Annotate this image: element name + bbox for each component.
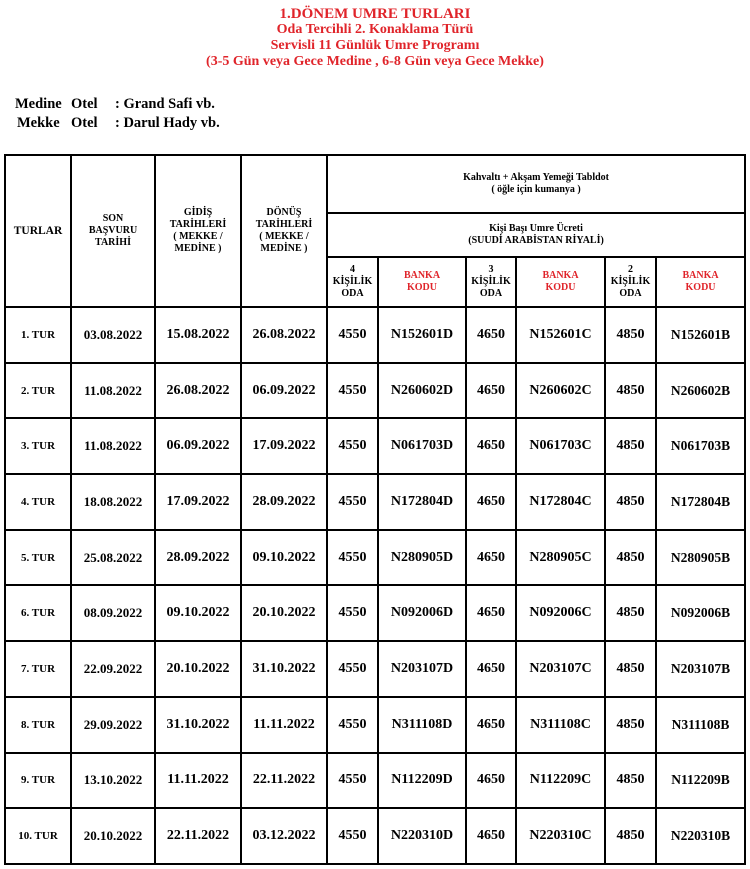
tour-name: 6. TUR (5, 585, 71, 641)
bank-code-4-person: N172804D (378, 474, 466, 530)
header-turlar: TURLAR (5, 155, 71, 307)
price-4-person: 4550 (327, 585, 378, 641)
hotel-name: : Grand Safi vb. (115, 96, 215, 112)
price-2-person: 4850 (605, 474, 656, 530)
bank-code-3-person: N152601C (516, 307, 605, 363)
tour-name: 7. TUR (5, 641, 71, 697)
deadline-date: 20.10.2022 (71, 808, 155, 864)
departure-date: 22.11.2022 (155, 808, 241, 864)
bank-code-2-person: N152601B (656, 307, 745, 363)
bank-code-2-person: N280905B (656, 530, 745, 586)
deadline-date: 22.09.2022 (71, 641, 155, 697)
departure-date: 20.10.2022 (155, 641, 241, 697)
tour-name: 2. TUR (5, 363, 71, 419)
price-2-person: 4850 (605, 363, 656, 419)
table-row (5, 697, 745, 753)
table-row (5, 641, 745, 697)
table-row (5, 474, 745, 530)
tour-name: 5. TUR (5, 530, 71, 586)
departure-date: 11.11.2022 (155, 753, 241, 809)
hotel-info (15, 95, 220, 133)
departure-date: 26.08.2022 (155, 363, 241, 419)
return-date: 20.10.2022 (241, 585, 327, 641)
price-3-person: 4650 (466, 641, 516, 697)
departure-date: 17.09.2022 (155, 474, 241, 530)
price-2-person: 4850 (605, 418, 656, 474)
price-4-person: 4550 (327, 363, 378, 419)
price-4-person: 4550 (327, 474, 378, 530)
bank-code-3-person: N220310C (516, 808, 605, 864)
header-bank-code-4: BANKA KODU (378, 257, 466, 307)
price-3-person: 4650 (466, 363, 516, 419)
departure-date: 28.09.2022 (155, 530, 241, 586)
price-4-person: 4550 (327, 530, 378, 586)
bank-code-4-person: N260602D (378, 363, 466, 419)
subtitle-duration: (3-5 Gün veya Gece Medine , 6-8 Gün veya Gece Mekke) (206, 54, 544, 69)
return-date: 22.11.2022 (241, 753, 327, 809)
price-3-person: 4650 (466, 418, 516, 474)
return-date: 03.12.2022 (241, 808, 327, 864)
return-date: 09.10.2022 (241, 530, 327, 586)
bank-code-2-person: N172804B (656, 474, 745, 530)
deadline-date: 13.10.2022 (71, 753, 155, 809)
bank-code-2-person: N061703B (656, 418, 745, 474)
return-date: 11.11.2022 (241, 697, 327, 753)
price-2-person: 4850 (605, 307, 656, 363)
subtitle-room-type: Oda Tercihli 2. Konaklama Türü (276, 22, 474, 37)
subtitle-program: Servisli 11 Günlük Umre Programı (270, 38, 480, 53)
tour-table (4, 154, 746, 865)
price-4-person: 4550 (327, 307, 378, 363)
price-2-person: 4850 (605, 697, 656, 753)
price-3-person: 4650 (466, 753, 516, 809)
tour-name: 10. TUR (5, 808, 71, 864)
return-date: 26.08.2022 (241, 307, 327, 363)
deadline-date: 29.09.2022 (71, 697, 155, 753)
bank-code-3-person: N280905C (516, 530, 605, 586)
price-2-person: 4850 (605, 530, 656, 586)
tour-name: 4. TUR (5, 474, 71, 530)
table-row (5, 418, 745, 474)
hotel-label: Otel (71, 115, 98, 131)
price-2-person: 4850 (605, 585, 656, 641)
departure-date: 31.10.2022 (155, 697, 241, 753)
bank-code-4-person: N311108D (378, 697, 466, 753)
tour-name: 8. TUR (5, 697, 71, 753)
price-3-person: 4650 (466, 808, 516, 864)
header-son-basvuru: SON BAŞVURU TARİHİ (71, 155, 155, 307)
bank-code-3-person: N203107C (516, 641, 605, 697)
bank-code-4-person: N280905D (378, 530, 466, 586)
return-date: 31.10.2022 (241, 641, 327, 697)
deadline-date: 08.09.2022 (71, 585, 155, 641)
tour-name: 9. TUR (5, 753, 71, 809)
price-2-person: 4850 (605, 641, 656, 697)
price-4-person: 4550 (327, 808, 378, 864)
bank-code-3-person: N112209C (516, 753, 605, 809)
hotel-city: Medine (15, 96, 62, 112)
bank-code-3-person: N172804C (516, 474, 605, 530)
table-row (5, 585, 745, 641)
header-bank-code-3: BANKA KODU (516, 257, 605, 307)
price-4-person: 4550 (327, 753, 378, 809)
hotel-name: : Darul Hady vb. (115, 115, 220, 131)
deadline-date: 18.08.2022 (71, 474, 155, 530)
hotel-city: Mekke (17, 115, 60, 131)
bank-code-2-person: N220310B (656, 808, 745, 864)
header-room-2: 2 KİŞİLİK ODA (605, 257, 656, 307)
price-3-person: 4650 (466, 530, 516, 586)
header-room-4: 4 KİŞİLİK ODA (327, 257, 378, 307)
return-date: 06.09.2022 (241, 363, 327, 419)
title: 1.DÖNEM UMRE TURLARI (279, 6, 471, 22)
header-price: Kişi Başı Umre Ücreti (SUUDİ ARABİSTAN RİYALİ) (327, 213, 745, 257)
price-4-person: 4550 (327, 641, 378, 697)
bank-code-3-person: N061703C (516, 418, 605, 474)
price-3-person: 4650 (466, 307, 516, 363)
deadline-date: 25.08.2022 (71, 530, 155, 586)
price-3-person: 4650 (466, 585, 516, 641)
header-donus: DÖNÜŞ TARİHLERİ ( MEKKE / MEDİNE ) (241, 155, 327, 307)
price-3-person: 4650 (466, 474, 516, 530)
price-2-person: 4850 (605, 753, 656, 809)
bank-code-3-person: N092006C (516, 585, 605, 641)
header-bank-code-2: BANKA KODU (656, 257, 745, 307)
departure-date: 09.10.2022 (155, 585, 241, 641)
price-4-person: 4550 (327, 697, 378, 753)
deadline-date: 11.08.2022 (71, 363, 155, 419)
table-row (5, 363, 745, 419)
bank-code-4-person: N152601D (378, 307, 466, 363)
departure-date: 06.09.2022 (155, 418, 241, 474)
price-2-person: 4850 (605, 808, 656, 864)
deadline-date: 03.08.2022 (71, 307, 155, 363)
table-row (5, 753, 745, 809)
table-row (5, 530, 745, 586)
page-heading (0, 6, 750, 70)
price-4-person: 4550 (327, 418, 378, 474)
bank-code-2-person: N112209B (656, 753, 745, 809)
hotel-row-medine (15, 95, 220, 114)
bank-code-4-person: N061703D (378, 418, 466, 474)
bank-code-3-person: N311108C (516, 697, 605, 753)
header-meal: Kahvaltı + Akşam Yemeği Tabldot ( öğle için kumanya ) (327, 155, 745, 213)
departure-date: 15.08.2022 (155, 307, 241, 363)
tour-name: 3. TUR (5, 418, 71, 474)
bank-code-4-person: N220310D (378, 808, 466, 864)
hotel-row-mekke (15, 114, 220, 133)
bank-code-4-person: N203107D (378, 641, 466, 697)
header-gidis: GİDİŞ TARİHLERİ ( MEKKE / MEDİNE ) (155, 155, 241, 307)
tour-name: 1. TUR (5, 307, 71, 363)
bank-code-2-person: N311108B (656, 697, 745, 753)
return-date: 17.09.2022 (241, 418, 327, 474)
hotel-label: Otel (71, 96, 98, 112)
bank-code-2-person: N260602B (656, 363, 745, 419)
bank-code-2-person: N203107B (656, 641, 745, 697)
bank-code-4-person: N092006D (378, 585, 466, 641)
bank-code-3-person: N260602C (516, 363, 605, 419)
header-room-3: 3 KİŞİLİK ODA (466, 257, 516, 307)
table-row (5, 307, 745, 363)
table-row (5, 808, 745, 864)
bank-code-4-person: N112209D (378, 753, 466, 809)
return-date: 28.09.2022 (241, 474, 327, 530)
bank-code-2-person: N092006B (656, 585, 745, 641)
deadline-date: 11.08.2022 (71, 418, 155, 474)
price-3-person: 4650 (466, 697, 516, 753)
